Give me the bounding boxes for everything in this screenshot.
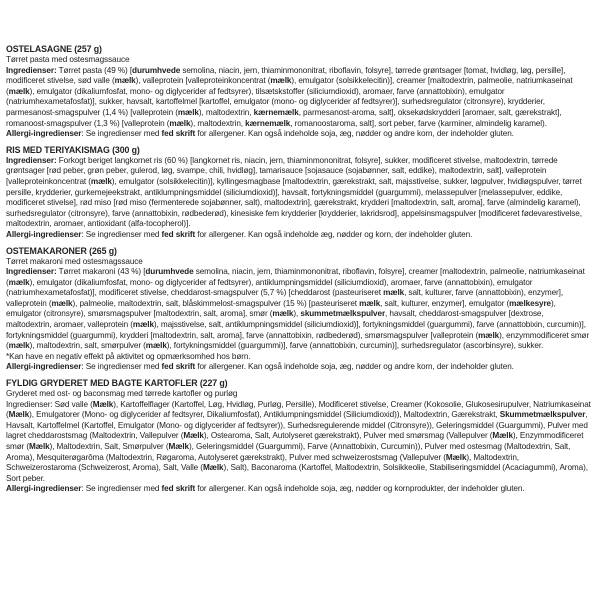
- ingredients-paragraph: [6, 66, 591, 130]
- ingredient-text: ), emulgator (solsikkelecitin)], creamer [maltodextrin, palmeolie, natriumkaseinat (: [6, 76, 573, 96]
- allergy-label: Allergi-ingredienser: [6, 484, 82, 494]
- allergy-text: : Se ingredienser med: [81, 129, 162, 139]
- product-subtitle: Tørret makaroni med ostesmagssauce: [6, 256, 143, 266]
- ingredient-allergen: kærnemælk: [245, 118, 291, 128]
- ingredient-allergen: mælk: [8, 86, 30, 96]
- ingredient-text: semolina, niacin, jern, thiaminmononitrat, riboflavin, folsyre], tørrede grøntsager [tomat, hvidløg, løg, persille], modificeret stivelse, sød valle (: [6, 65, 566, 86]
- ingredient-text: ),: [293, 309, 301, 319]
- allergy-label: Allergi-ingredienser: [6, 362, 82, 372]
- ingredient-text: ), Emulgatorer (Mono- og diglycerider af fedtsyrer, Dikaliumfosfat), Antiklumpningsmiddel (Siliciumdioxid)), Maltodextrin, Gærekstrakt,: [29, 410, 500, 420]
- ingredient-allergen: Mælk: [168, 442, 189, 451]
- allergy-text: for allergener. Kan også indeholde soja, æg, nødder og kornprodukter, der indeholder gluten.: [195, 484, 525, 494]
- ingredient-text: ), emulgator (solsikkelecitin)], kyllingesmagbase [maltodextrin, gærekstrakt, salt, majsstivelse, sukker, løgpulver, hvidløgspulver, tørret persille, krydderier, gurkemejeekstrakt, antiklumpningsmiddel (siliciumdioxid)], havsalt, fortykningsmiddel (guargummi), melassepulver [melassepulver, eddike, modificeret stivelse], rød miso [rød miso (fermenterede sojabønner, salt), maltodextrin], gærekstrakt, krydderi [maltodextrin, salt, aroma], farve (almindelig karamel), surhedsregulator (citronsyre), farve (annattobixin, rødbederød), kinesiske fem krydderier [krydderier, lakridsrod], appelsinsmagspulver [modificeret fødevarestivelse, maltodextrin, aromaer, antioxidant (alfa-tocopherol)].: [6, 176, 582, 229]
- ingredient-text: ), emulgator (dikaliumfosfat, mono- og diglycerider af fedtsyrer), tilsætskstoffer (siliciumdioxid), aromaer, farve (annattobixin), emulgator (natriumhexametafosfat)], sukker, havsalt, kartoffelmel [kartoffel, emulgator (mono- og diglycerider af fedtsyrer)], surhedsregulator (citronsyre), krydderier, parmesanost-smagspulver (1,4 %) [valleprotein (: [6, 86, 545, 117]
- ingredient-allergen: mælk: [359, 298, 381, 308]
- ingredient-text: , parmesanost-aroma, salt], oksekødskrydderi [aromaer, salt, gærekstrakt], romanoost-smagspulver (1,3 %) [valleprotein (: [6, 107, 562, 128]
- allergy-text: : Se ingredienser med: [81, 484, 162, 494]
- product-section: [6, 246, 591, 374]
- ingredient-allergen: mælk: [90, 176, 112, 186]
- allergy-text: for allergener. Kan også indeholde æg, nødder og korn, der indeholder gluten.: [195, 229, 473, 239]
- ingredient-text: , havsalt, cheddarost-smagspulver [dextrose, maltodextrin, aromaer, valleprotein (: [6, 309, 544, 330]
- ingredient-allergen: durumhvede: [132, 65, 181, 75]
- allergy-text: : Se ingredienser med: [81, 362, 162, 372]
- ingredient-text: ), maltodextrin, salt, smørpulver (: [29, 341, 146, 351]
- ingredient-text: ), majsstivelse, salt, antiklumpningsmiddel (siliciumdioxid)], fortykningsmiddel (guargummi), farve (annattobixin, curcumin)], fortykningsmiddel (guargummi), krydderi [maltodextrin, salt, aroma], farve (annattobixin, rødbederød), smørsmagspulver [valleprotein (: [6, 320, 586, 340]
- ingredient-allergen: mælkesyre: [509, 298, 552, 308]
- product-subtitle: Gryderet med ost- og baconsmag med tørrede kartofler og purløg: [6, 389, 238, 399]
- ingredient-text: Tørret makaroni (43 %) [: [56, 267, 146, 277]
- product-title: OSTELASAGNE (257 g): [6, 44, 102, 54]
- ingredient-text: ), maltodextrin,: [190, 118, 246, 128]
- ingredient-text: Forkogt beriget langkornet ris (60 %) [langkornet ris, niacin, jern, thiaminmononitrat, folsyre], sukker, modificeret stivelse, maltodextrin, tørrede grøntsager [rød peber, grøn peber, gulerod, løg, svampe, chili, hvidløg], tamarisauce [sojasauce (sojabønner, salt, eddike), maltodextrin, salt], valleprotein [valleproteinkoncentrat (: [6, 155, 558, 186]
- footnote: *Kan have en negativ effekt på aktivitet og opmærksomhed hos børn.: [6, 351, 251, 361]
- ingredients-paragraph: [6, 400, 591, 485]
- ingredient-allergen: mælk: [8, 277, 30, 287]
- ingredient-allergen: Mælk: [8, 410, 30, 420]
- allergy-allergen: fed skrift: [161, 229, 196, 239]
- ingredient-allergen: Skummetmælkspulver: [499, 410, 586, 420]
- ingredient-allergen: mælk: [272, 309, 294, 319]
- allergy-allergen: fed skrift: [161, 362, 196, 372]
- ingredient-text: ), Geleringsmiddel (Guargummi), Farve (Annattobixin, Curcumin)), Pulver med ostesmag (Maltodextrin, Salt, Aroma), Mesquiterøgarôma (Maltodextrin, Røgaroma, Autolyseret gærekstrakt), Pulver med schweizerostsmag (Vallepulver (: [6, 442, 571, 462]
- ingredient-text: , salt, kulturer, farve (annattobixin), enzymer], valleprotein (: [6, 288, 564, 308]
- ingredient-text: ), emulgator (citronsyre), smørsmagspulver [maltodextrin, salt, aroma], smør (: [6, 298, 556, 319]
- ingredient-text: ), Kartoffelflager (Kartoffel, Løg, Hvidløg, Purløg, Persille), Modificeret stivelse, Creamer (Kokosolie, Glukosesirupulver, Natriumkaseinat (: [6, 399, 591, 420]
- ingredients-label: Ingredienser:: [6, 267, 57, 277]
- ingredient-text: ), maltodextrin,: [198, 107, 254, 117]
- ingredient-allergen: mælk: [270, 76, 292, 86]
- allergy-allergen: fed skrift: [161, 484, 196, 494]
- product-title: RIS MED TERIYAKISMAG (300 g): [6, 144, 140, 155]
- ingredient-text: ), valleprotein [valleproteinkoncentrat (: [135, 76, 271, 86]
- ingredient-text: , romanoostaroma, salt], sort peber, farve (karminer, almindelig karamel).: [290, 118, 547, 128]
- ingredient-text: ), Ostearoma, Salt, Autolyseret gærekstrakt), Pulver med smørsmag (Vallepulver (: [203, 431, 493, 441]
- ingredient-allergen: Mælk: [29, 442, 50, 451]
- ingredients-label: Ingredienser:: [6, 155, 57, 165]
- ingredients-paragraph: [6, 267, 591, 352]
- ingredient-text: semolina, niacin, jern, thiaminmononitrat, riboflavin, folsyre], creamer [maltodextrin, palmeolie, natriumkaseinat (: [6, 267, 585, 287]
- allergy-paragraph: [6, 484, 591, 495]
- ingredient-allergen: mælk: [383, 288, 405, 298]
- ingredient-text: ), Enzymmodificeret smør (: [6, 431, 584, 451]
- ingredient-text: Tørret pasta (49 %) [: [56, 65, 133, 75]
- allergy-text: for allergener. Kan også indeholde soja, æg, nødder og andre korn, der indeholder gluten.: [195, 129, 514, 139]
- allergy-paragraph: [6, 129, 591, 140]
- allergy-allergen: fed skrift: [161, 129, 196, 139]
- ingredient-allergen: Mælk: [92, 399, 114, 409]
- ingredient-allergen: mælk: [145, 341, 167, 351]
- allergy-text: : Se ingredienser med: [81, 229, 162, 239]
- ingredient-text: ), Maltodextrin, Schweizerostaroma (Schweizerost, Aroma), Salt, Valle (: [6, 452, 519, 473]
- product-section: [6, 44, 591, 140]
- ingredient-allergen: mælk: [51, 298, 73, 308]
- ingredient-allergen: Mælk: [183, 431, 204, 441]
- ingredient-text: Sød valle (: [52, 399, 93, 409]
- ingredient-text: ), Salt), Baconaroma (Kartoffel, Maltodextrin, Solsikkeolie, Stabiliseringsmiddel (Acaciagummi), Aroma), Sort peber.: [6, 463, 588, 483]
- ingredient-allergen: kærnemælk: [253, 107, 299, 117]
- ingredient-allergen: Mælk: [492, 431, 513, 441]
- ingredient-allergen: Mælk: [202, 463, 224, 473]
- allergy-text: for allergener. Kan også indeholde soja, æg, nødder og andre korn, der indeholder gluten.: [195, 362, 514, 372]
- ingredient-allergen: skummetmælkspulver: [300, 309, 386, 319]
- ingredient-allergen: mælk: [478, 330, 500, 340]
- ingredients-paragraph: [6, 156, 591, 230]
- ingredient-allergen: mælk: [177, 107, 199, 117]
- product-section: [6, 145, 591, 241]
- ingredient-text: ), enzymmodificeret smør (: [6, 330, 590, 351]
- ingredient-allergen: mælk: [8, 341, 30, 351]
- allergy-paragraph: [6, 362, 591, 373]
- ingredients-label: Ingredienser:: [6, 65, 57, 75]
- allergy-label: Allergi-ingredienser: [6, 229, 82, 239]
- product-section: [6, 378, 591, 495]
- ingredient-text: ), Maltodextrin, Salt, Smørpulver (: [49, 442, 169, 451]
- ingredient-text: ), fortykningsmiddel (guargummi)], farve (annattobixin, curcumin)], surhedsregulator (ascorbinsyre), sukker.: [166, 341, 544, 351]
- product-subtitle: Tørret pasta med ostesmagssauce: [6, 55, 130, 64]
- ingredient-allergen: mælk: [169, 118, 191, 128]
- product-title: OSTEMAKARONER (265 g): [6, 245, 117, 256]
- product-title: FYLDIG GRYDERET MED BAGTE KARTOFLER (227 g): [6, 378, 228, 389]
- allergy-paragraph: [6, 230, 591, 241]
- ingredient-text: ), emulgator (dikaliumfosfat, mono- og diglycerider af fedtsyrer), antiklumpningsmiddel (siliciumdioxid), aromaer, farve (annattobixin), emulgator (natriumhexametafosfat)], modificeret stivelse, cheddarost-smagspulver (5,7 %) [cheddarost (pasteuriseret: [6, 277, 533, 298]
- ingredient-allergen: mælk: [132, 320, 154, 330]
- ingredient-allergen: mælk: [114, 76, 136, 86]
- ingredient-text: ), palmeolie, maltodextrin, salt, blåskimmelost-smagspulver (15 %) [pasteuriseret: [72, 298, 360, 308]
- ingredient-allergen: durumhvede: [145, 267, 194, 277]
- allergy-label: Allergi-ingredienser: [6, 129, 82, 139]
- ingredient-text: , salt, kulturer, enzymer], emulgator (: [380, 298, 510, 308]
- ingredient-text: , Havsalt, Kartoffelmel (Kartoffel, Emulgator (Mono- og diglycerider af fedtsyrer)), Surhedsregulerende middel (Citronsyre)), Geleringsmiddel (Guargummi), Pulver med lagret cheddarostsmag (Maltodextrin, Vallepulver (: [6, 410, 588, 441]
- ingredients-label: Ingredienser:: [6, 399, 53, 409]
- ingredient-allergen: Mælk: [445, 452, 467, 462]
